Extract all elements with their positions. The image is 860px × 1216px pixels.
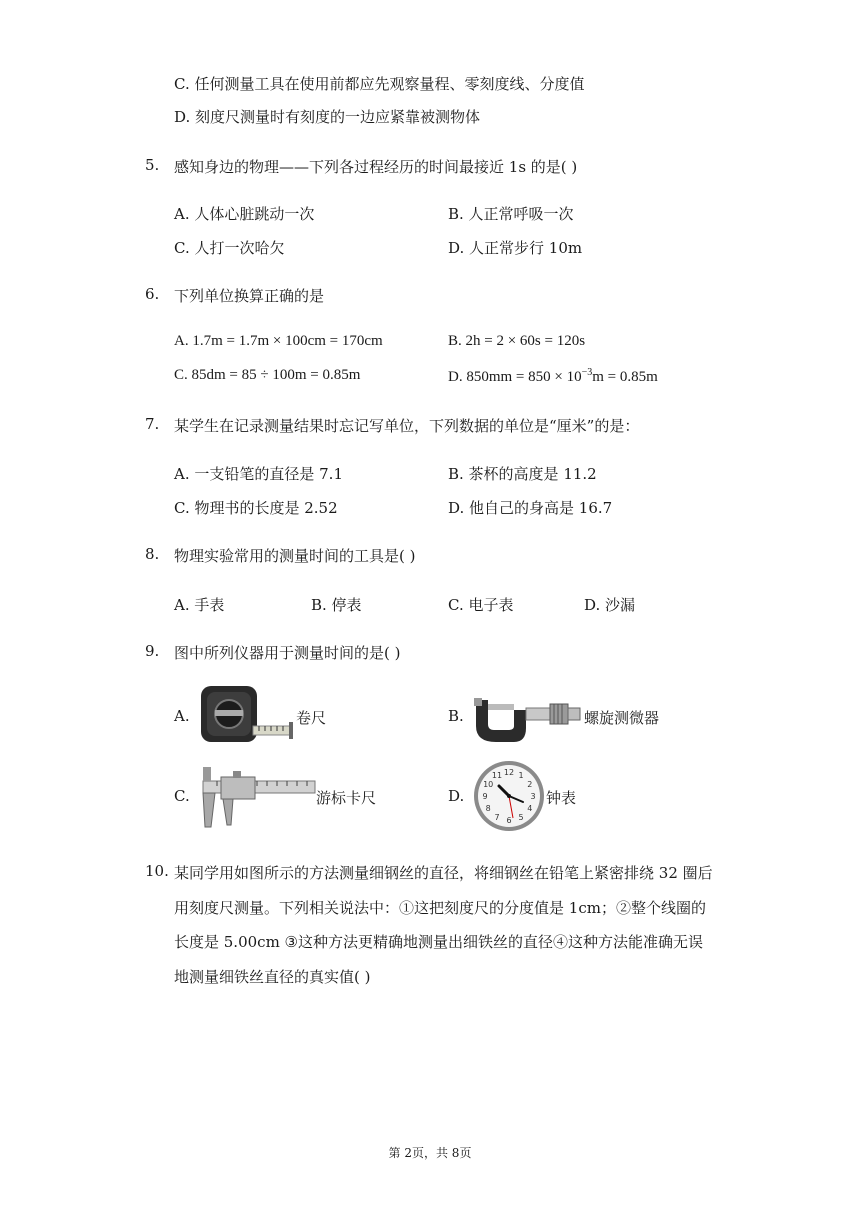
q5-option-a: A. 人体心脏跳动一次 [174,205,315,223]
question-6-number: 6. [145,285,160,303]
option-d-prev: D. 刻度尺测量时有刻度的一边应紧靠被测物体 [174,108,481,126]
question-5-stem: 感知身边的物理——下列各过程经历的时间最接近 1s 的是( ) [174,158,578,176]
question-6-stem: 下列单位换算正确的是 [174,287,325,305]
q7-option-d: D. 他自己的身高是 16.7 [448,499,613,517]
tape-measure-image [195,682,295,752]
q9-option-c-letter: C. [174,787,190,805]
question-10-line-1: 某同学用如图所示的方法测量细钢丝的直径，将细钢丝在铅笔上紧密排绕 32 圈后 [174,864,713,882]
q9-option-c-label: 游标卡尺 [316,789,377,807]
question-7-stem: 某学生在记录测量结果时忘记写单位，下列数据的单位是“厘米”的是： [174,417,640,435]
vernier-caliper-image [197,765,317,831]
question-9-stem: 图中所列仪器用于测量时间的是( ) [174,644,401,662]
q9-option-d-letter: D. [448,787,465,805]
q6-option-d-exponent: −3 [581,367,593,378]
clock-numeral: 4 [527,804,533,813]
clock-image [473,760,545,832]
question-10-line-3: 长度是 5.00cm ③这种方法更精确地测量出细铁丝的直径④这种方法能准确无误 [174,933,704,951]
q7-option-a: A. 一支铅笔的直径是 7.1 [174,465,343,483]
q8-option-d: D. 沙漏 [584,596,636,614]
q6-option-d-tail: m = 0.85m [592,369,658,385]
q8-option-b: B. 停表 [311,596,362,614]
q9-option-a-label: 卷尺 [296,709,327,727]
q9-option-a-letter: A. [174,707,190,725]
question-10-number: 10. [145,862,169,880]
clock-numeral: 7 [494,812,500,822]
q8-option-c: C. 电子表 [448,596,514,614]
clock-numeral: 2 [527,780,533,789]
question-10-line-2: 用刻度尺测量。下列相关说法中：①这把刻度尺的分度值是 1cm；②整个线圈的 [174,899,706,917]
q9-option-d-label: 钟表 [546,789,577,807]
q7-option-c: C. 物理书的长度是 2.52 [174,499,338,517]
q6-option-c: C. 85dm = 85 ÷ 100m = 0.85m [174,367,361,383]
clock-numeral: 10 [483,780,494,789]
page-footer: 第 2页，共 8页 [388,1146,472,1160]
question-5-number: 5. [145,156,160,174]
q5-option-c: C. 人打一次哈欠 [174,239,285,257]
q9-option-b-letter: B. [448,707,464,725]
q5-option-b: B. 人正常呼吸一次 [448,205,574,223]
q7-option-b: B. 茶杯的高度是 11.2 [448,465,597,483]
q8-option-a: A. 手表 [174,596,225,614]
micrometer-image [470,690,584,746]
clock-numeral: 1 [518,771,524,781]
clock-numeral: 5 [518,812,524,822]
q6-option-a: A. 1.7m = 1.7m × 100cm = 170cm [174,333,383,349]
clock-numeral: 12 [503,768,515,777]
question-9-number: 9. [145,642,160,660]
question-8-stem: 物理实验常用的测量时间的工具是( ) [174,547,416,565]
clock-numeral: 11 [491,771,503,781]
question-10-line-4: 地测量细铁丝直径的真实值( ) [174,968,371,986]
q9-option-b-label: 螺旋测微器 [584,709,660,727]
clock-numeral: 9 [482,792,488,801]
q6-option-b: B. 2h = 2 × 60s = 120s [448,333,586,349]
q6-option-d [448,367,658,386]
option-c-prev: C. 任何测量工具在使用前都应先观察量程、零刻度线、分度值 [174,75,585,93]
clock-numeral: 8 [485,804,491,813]
clock-numeral: 3 [530,792,536,801]
clock-numeral: 6 [506,816,512,825]
q5-option-d: D. 人正常步行 10m [448,239,583,257]
question-7-number: 7. [145,415,160,433]
question-8-number: 8. [145,545,160,563]
q6-option-d-base: D. 850mm = 850 × 10 [448,369,582,385]
